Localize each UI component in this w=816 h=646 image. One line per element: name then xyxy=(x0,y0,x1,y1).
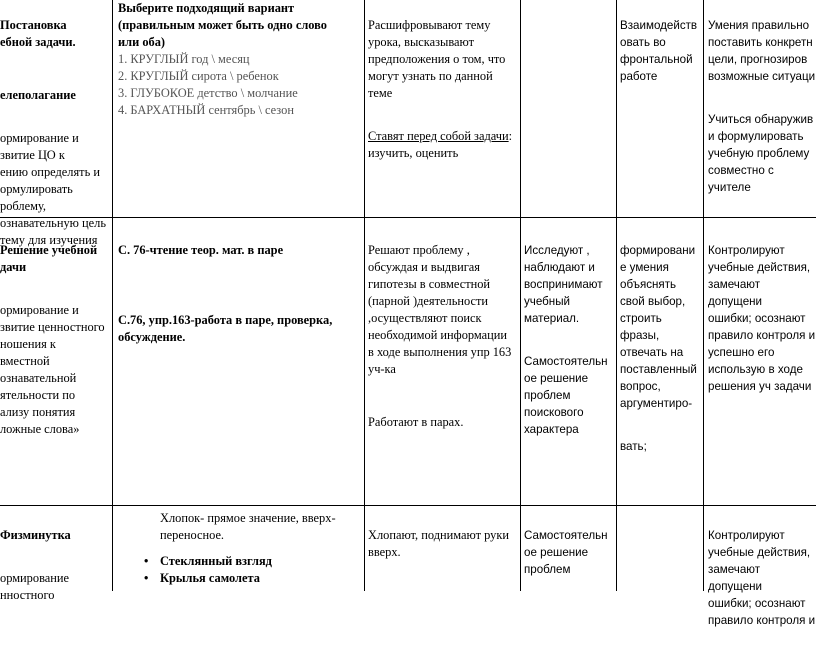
regulative-text: Контролируют учебные действия, замечают допущени ошибки; осознают правило контроля и xyxy=(708,529,816,627)
students-activity: Хлопают, поднимают руки вверх. xyxy=(368,528,510,559)
row2-communicative-cell xyxy=(620,225,702,503)
row1-stage-cell xyxy=(0,0,110,247)
teacher-instruction: Хлопок- прямое значение, вверх- переносное. xyxy=(160,511,336,542)
communicative-text: Взаимодейств овать во фронтальной работе xyxy=(620,19,698,83)
cognitive-text: Исследуют , наблюдают и воспринимают учебный материал. xyxy=(524,244,603,325)
row1-teacher-cell xyxy=(118,0,362,216)
column-divider xyxy=(520,0,521,591)
row3-students-cell xyxy=(368,510,518,591)
row1-cognitive-cell xyxy=(524,0,614,216)
students-activity: Работают в парах. xyxy=(368,415,464,429)
option-item: 4. БАРХАТНЫЙ сентябрь \ сезон xyxy=(118,103,294,117)
students-activity: Расшифровывают тему урока, высказывают предположения о том, что могут узнать по данной теме xyxy=(368,18,506,100)
stage-title: Постановка ебной задачи. xyxy=(0,18,76,49)
list-item: • Стеклянный взгляд xyxy=(160,553,362,570)
stage-description: ормирование и звитие ценностного ношения к вместной ознавательной ятельности по ализу понятия ложные слова» xyxy=(0,303,105,436)
phrase-list xyxy=(144,553,362,587)
row2-students-cell xyxy=(368,225,518,503)
row1-students-cell xyxy=(368,0,518,216)
communicative-text: формировани е умения объяснять свой выбор, строить фразы, отвечать на поставленный вопрос, аргументиро- xyxy=(620,244,697,410)
option-item: 3. ГЛУБОКОЕ детство \ молчание xyxy=(118,86,298,100)
column-divider xyxy=(703,0,704,591)
column-divider xyxy=(364,0,365,591)
stage-description: ормирование нностного xyxy=(0,571,70,602)
option-item: 2. КРУГЛЫЙ сирота \ ребенок xyxy=(118,69,279,83)
stage-description: ормирование и звитие ЦО к ению определять и ормулировать роблему, ознавательную цель тему для изучения xyxy=(0,131,106,247)
teacher-step: С.76, упр.163-работа в паре, проверка, обсуждение. xyxy=(118,313,333,344)
communicative-text: вать; xyxy=(620,440,647,453)
stage-subtitle: елеполагание xyxy=(0,88,76,102)
row2-cognitive-cell xyxy=(524,225,614,503)
row1-regulative-cell xyxy=(708,0,816,216)
row-divider xyxy=(0,505,816,506)
cognitive-text: Самостоятельн ое решение проблем поискового характера xyxy=(524,355,608,436)
row2-stage-cell xyxy=(0,225,110,503)
row3-teacher-cell xyxy=(118,510,362,591)
row3-regulative-cell xyxy=(708,510,816,627)
row2-teacher-cell xyxy=(118,225,362,503)
teacher-step: С. 76-чтение теор. мат. в паре xyxy=(118,243,284,257)
regulative-text: Умения правильно поставить конкретн цели, прогнозиров возможные ситуаци xyxy=(708,19,816,83)
row3-cognitive-cell xyxy=(524,510,614,591)
column-divider xyxy=(112,0,113,591)
students-activity: Решают проблему , обсуждая и выдвигая гипотезы в совместной (парной )деятельности ,осуществляют поиск необходимой информации в ходе выполнения упр 163 уч-ка xyxy=(368,243,512,376)
option-item: 1. КРУГЛЫЙ год \ месяц xyxy=(118,52,250,66)
list-item: • Крылья самолета xyxy=(160,570,362,587)
cognitive-text: Самостоятельн ое решение проблем xyxy=(524,529,608,576)
row3-communicative-cell xyxy=(620,510,702,591)
row3-stage-cell xyxy=(0,510,110,602)
row1-communicative-cell xyxy=(620,0,702,216)
task-instruction: Выберите подходящий вариант (правильным может быть одно слово или оба) xyxy=(118,1,327,49)
row-divider xyxy=(0,217,816,218)
goal-label: Ставят перед собой задачи xyxy=(368,129,509,143)
row2-regulative-cell xyxy=(708,225,816,503)
regulative-text: Контролируют учебные действия, замечают допущени ошибки; осознают правило контроля и успешно его использую в ходе решения уч задачи xyxy=(708,244,816,393)
goal-text: : изучить, оценить xyxy=(368,129,513,160)
stage-title: Физминутка xyxy=(0,528,71,542)
column-divider xyxy=(616,0,617,591)
stage-title: Решение учебной дачи xyxy=(0,243,98,274)
regulative-text: Учиться обнаружив и формулировать учебную проблему совместно с учителе xyxy=(708,113,814,194)
